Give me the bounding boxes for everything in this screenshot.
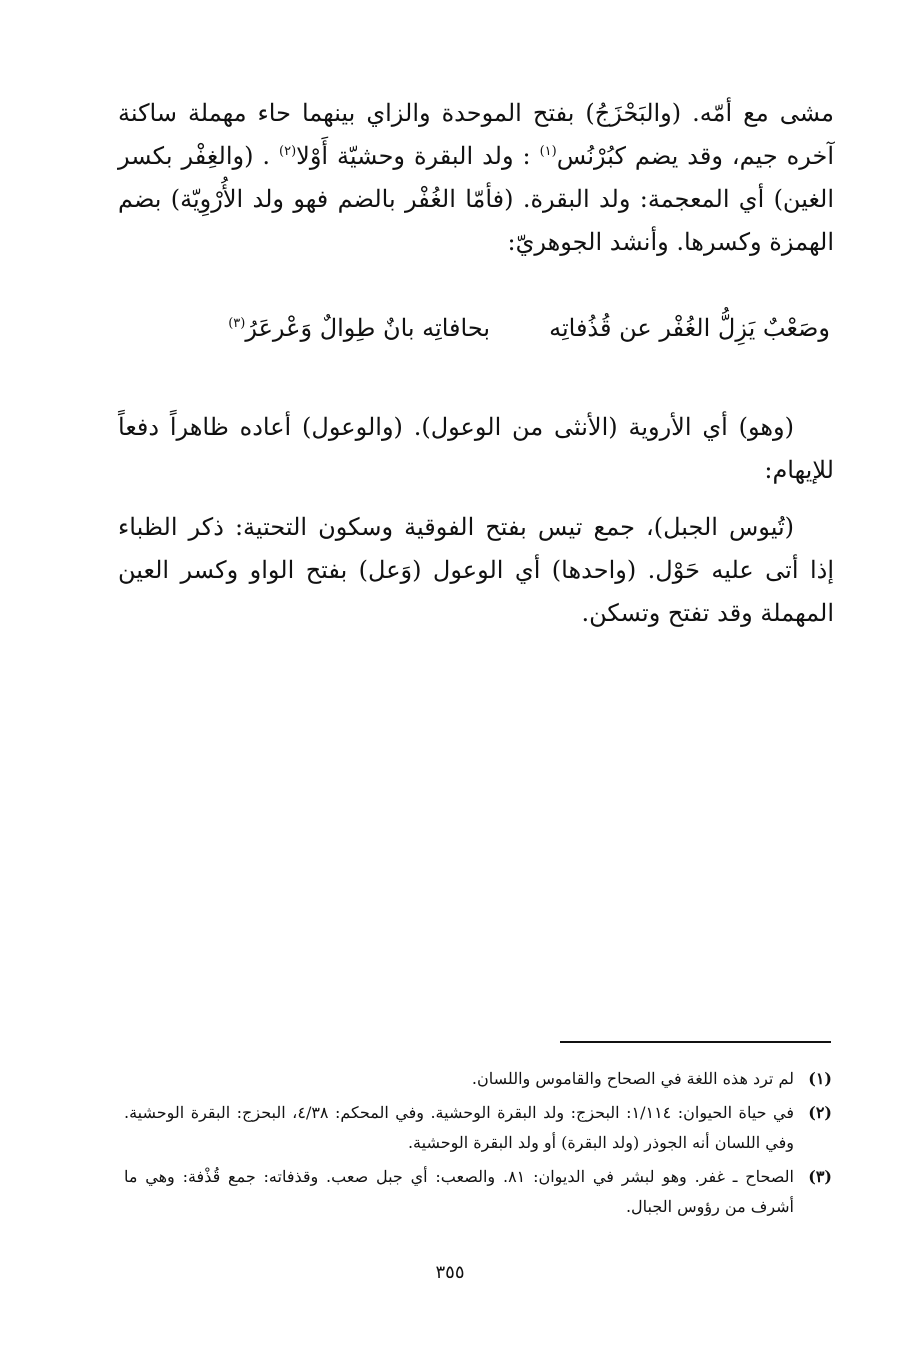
footnote-3-text: الصحاح ـ غفر. وهو لبشر في الديوان: ٨١. والصعب: أي جبل صعب. وقذفاته: جمع قُذْفة: وهي ما أشرف من رؤوس الجبال.: [124, 1167, 794, 1216]
footnote-1-text: لم ترد هذه اللغة في الصحاح والقاموس واللسان.: [471, 1069, 794, 1088]
footnote-separator-rule: [560, 1041, 831, 1043]
footnote-ref-3: (٣): [228, 316, 246, 331]
footnote-2-number: (٢): [808, 1103, 832, 1122]
footnote-3: [124, 1162, 832, 1222]
verse-second-text: بحافاتِه بانٌ طِوالٌ وَعْرعَرُ: [245, 314, 490, 342]
paragraph-1-text: مشى مع أمّه. (والبَحْزَجُ) بفتح الموحدة والزاي بينهما حاء مهملة ساكنة آخره جيم، وقد يضم كبُرْنُس: [118, 99, 834, 170]
main-text: [118, 92, 834, 264]
footnote-2: [124, 1098, 832, 1158]
footnotes: [124, 1064, 832, 1226]
footnote-3-number: (٣): [808, 1167, 832, 1186]
footnote-ref-1: (١): [539, 144, 557, 159]
paragraph-1: [118, 92, 834, 264]
paragraph-3: (تُيوس الجبل)، جمع تيس بفتح الفوقية وسكون التحتية: ذكر الظباء إذا أتى عليه حَوْل. (واحدها) أي الوعول (وَعل) بفتح الواو وكسر العين المهملة وقد تفتح وتسكن.: [118, 513, 834, 627]
paragraph-1-end: . (والغِفْر بكسر الغين) أي المعجمة: ولد البقرة. (فأمّا الغُفْر بالضم فهو ولد الأُرْوِيّة) بضم الهمزة وكسرها. وأنشد الجوهريّ:: [118, 142, 834, 256]
footnote-ref-2: (٢): [279, 144, 297, 159]
poetry-verse: [118, 306, 830, 350]
footnote-1: [124, 1064, 832, 1094]
paragraph-2: (وهو) أي الأروية (الأنثى من الوعول). (والوعول) أعاده ظاهراً دفعاً للإيهام:: [118, 413, 834, 484]
footnote-2-text: في حياة الحيوان: ١/١١٤: البحزج: ولد البقرة الوحشية. وفي المحكم: ٤/٣٨، البحزج: البقرة الوحشية. وفي اللسان أنه الجوذر (ولد البقرة) أو ولد البقرة الوحشية.: [124, 1103, 795, 1152]
verse-first-hemistich: وصَعْبٌ يَزِلُّ الغُفْر عن قُذُفاتِه: [549, 314, 830, 342]
footnote-1-number: (١): [808, 1069, 832, 1088]
page-number: ٣٥٥: [435, 1262, 465, 1283]
verse-second-hemistich: [228, 306, 490, 350]
paragraph-1-continuation: : ولد البقرة وحشيّة أَوْلا: [296, 142, 531, 170]
